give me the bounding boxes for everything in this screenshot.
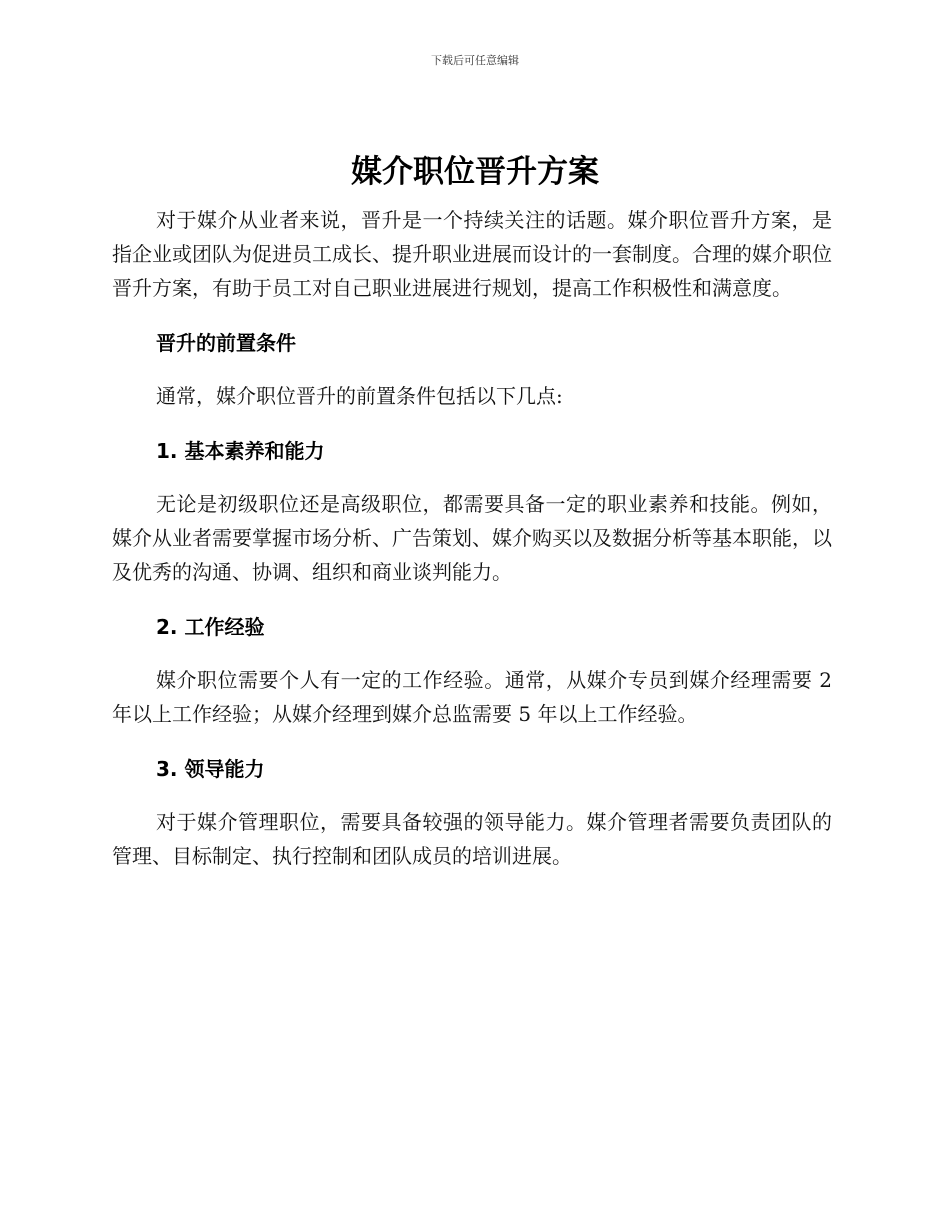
section-heading-leadership: 3. 领导能力 xyxy=(156,757,265,781)
document-title: 媒介职位晋升方案 xyxy=(351,154,599,190)
work-experience-paragraph: 媒介职位需要个人有一定的工作经验。通常，从媒介专员到媒介经理需要 2 年以上工作经验；从媒介经理到媒介总监需要 5 年以上工作经验。 xyxy=(112,668,832,726)
prerequisites-paragraph: 通常，媒介职位晋升的前置条件包括以下几点: xyxy=(156,384,563,408)
section-heading-work-experience: 2. 工作经验 xyxy=(156,615,265,639)
intro-paragraph: 对于媒介从业者来说，晋升是一个持续关注的话题。媒介职位晋升方案，是指企业或团队为促进员工成长、提升职业进展而设计的一套制度。合理的媒介职位晋升方案，有助于员工对自己职业进展进行规划，提高工作积极性和满意度。 xyxy=(112,208,832,300)
header-note: 下载后可任意编辑 xyxy=(431,54,519,67)
basic-skills-paragraph: 无论是初级职位还是高级职位，都需要具备一定的职业素养和技能。例如，媒介从业者需要掌握市场分析、广告策划、媒介购买以及数据分析等基本职能，以及优秀的沟通、协调、组织和商业谈判能力。 xyxy=(112,492,832,584)
leadership-paragraph: 对于媒介管理职位，需要具备较强的领导能力。媒介管理者需要负责团队的管理、目标制定、执行控制和团队成员的培训进展。 xyxy=(112,810,832,868)
document-body xyxy=(112,203,832,873)
section-heading-basic-skills: 1. 基本素养和能力 xyxy=(156,439,325,463)
section-heading-prerequisites: 晋升的前置条件 xyxy=(156,331,296,355)
